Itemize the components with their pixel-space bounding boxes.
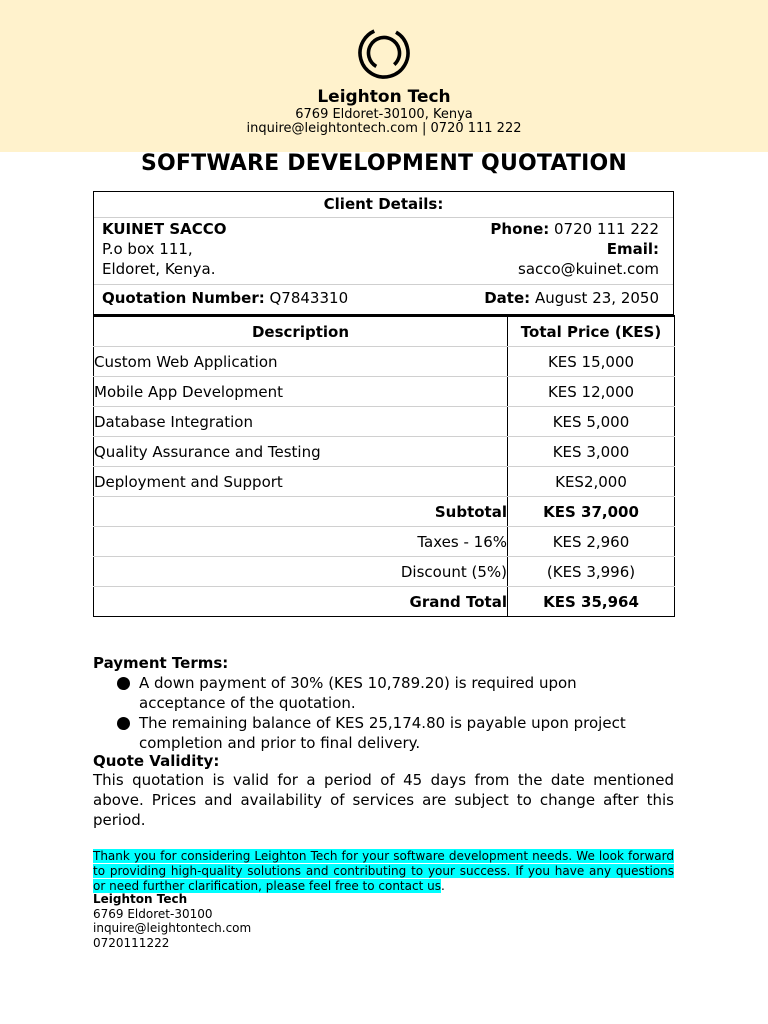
taxes-label: Taxes - 16%: [94, 527, 508, 557]
footer-email: inquire@leightontech.com: [93, 921, 252, 936]
subtotal-value: KES 37,000: [508, 497, 675, 527]
payment-term-text: The remaining balance of KES 25,174.80 is payable upon project completion and prior to final delivery.: [139, 714, 626, 752]
thank-you-period: .: [440, 879, 445, 893]
table-row: [94, 467, 675, 497]
table-row: [94, 347, 675, 377]
divider: [94, 284, 673, 285]
item-price: KES 3,000: [508, 437, 675, 467]
quotation-number-row: [102, 288, 348, 308]
client-contact-block: [490, 219, 659, 279]
footer-address: 6769 Eldoret-30100: [93, 906, 213, 921]
table-row: [94, 377, 675, 407]
grand-total-value: KES 35,964: [508, 587, 675, 617]
quote-validity-text: This quotation is valid for a period of 45 days from the date mentioned above. Prices and availability of services are subject to change after this period.: [93, 771, 674, 829]
subtotal-label: Subtotal: [94, 497, 508, 527]
table-header-row: [94, 316, 675, 347]
payment-term-text: A down payment of 30% (KES 10,789.20) is required upon acceptance of the quotation.: [139, 674, 577, 712]
footer-phone: 0720111222: [93, 935, 170, 950]
payment-terms-list: [93, 673, 653, 753]
client-address-block: [102, 219, 227, 279]
company-contact: inquire@leightontech.com | 0720 111 222: [246, 121, 522, 136]
grand-total-row: [94, 587, 675, 617]
item-description: Mobile App Development: [94, 377, 508, 407]
quote-validity-heading: Quote Validity:: [93, 752, 220, 770]
grand-total-label: Grand Total: [409, 592, 507, 611]
quotation-date-row: [484, 288, 659, 308]
email-label: Email:: [606, 240, 659, 258]
bullet-icon: [117, 717, 130, 730]
client-address-line1: P.o box 111,: [102, 240, 193, 258]
item-price: KES 12,000: [508, 377, 675, 407]
item-description: Database Integration: [94, 407, 508, 437]
client-name: KUINET SACCO: [102, 220, 227, 238]
thank-you-note: [93, 849, 674, 894]
document-title: SOFTWARE DEVELOPMENT QUOTATION: [140, 151, 628, 176]
client-phone-row: [490, 219, 659, 239]
table-row: [94, 407, 675, 437]
quotation-date: August 23, 2050: [534, 289, 659, 307]
subtotal-row: [94, 497, 675, 527]
client-details-heading: Client Details:: [94, 192, 673, 218]
client-phone: 0720 111 222: [554, 220, 659, 238]
item-price: KES 15,000: [508, 347, 675, 377]
quotation-number-label: Quotation Number:: [102, 289, 265, 307]
table-row: [94, 437, 675, 467]
item-description: Quality Assurance and Testing: [94, 437, 508, 467]
quotation-number: Q7843310: [269, 289, 349, 307]
item-price: KES2,000: [508, 467, 675, 497]
client-email: sacco@kuinet.com: [518, 260, 659, 278]
taxes-value: KES 2,960: [508, 527, 675, 557]
bullet-icon: [117, 677, 130, 690]
item-price: KES 5,000: [508, 407, 675, 437]
client-address-line2: Eldoret, Kenya.: [102, 260, 216, 278]
list-item: [93, 713, 653, 753]
taxes-row: [94, 527, 675, 557]
date-label: Date:: [484, 289, 531, 307]
phone-label: Phone:: [490, 220, 550, 238]
payment-terms-heading: Payment Terms:: [93, 654, 229, 672]
footer-company-name: Leighton Tech: [93, 892, 188, 906]
concentric-circle-logo-icon: [356, 24, 412, 82]
line-items-table: [93, 315, 675, 617]
column-header-description: Description: [94, 316, 508, 347]
discount-label: Discount (5%): [94, 557, 508, 587]
item-description: Custom Web Application: [94, 347, 508, 377]
highlighted-thank-you-text: Thank you for considering Leighton Tech for your software development needs. We look forward to providing high-quality solutions and contributing to your success. If you have any questions or need further clarification, please feel free to contact us: [93, 849, 674, 893]
item-description: Deployment and Support: [94, 467, 508, 497]
discount-row: [94, 557, 675, 587]
client-details-box: [93, 191, 674, 315]
column-header-price: Total Price (KES): [508, 316, 675, 347]
company-address: 6769 Eldoret-30100, Kenya: [295, 107, 473, 122]
footer-signature: [93, 892, 251, 950]
list-item: [93, 673, 653, 713]
company-name: Leighton Tech: [317, 87, 451, 107]
discount-value: (KES 3,996): [508, 557, 675, 587]
